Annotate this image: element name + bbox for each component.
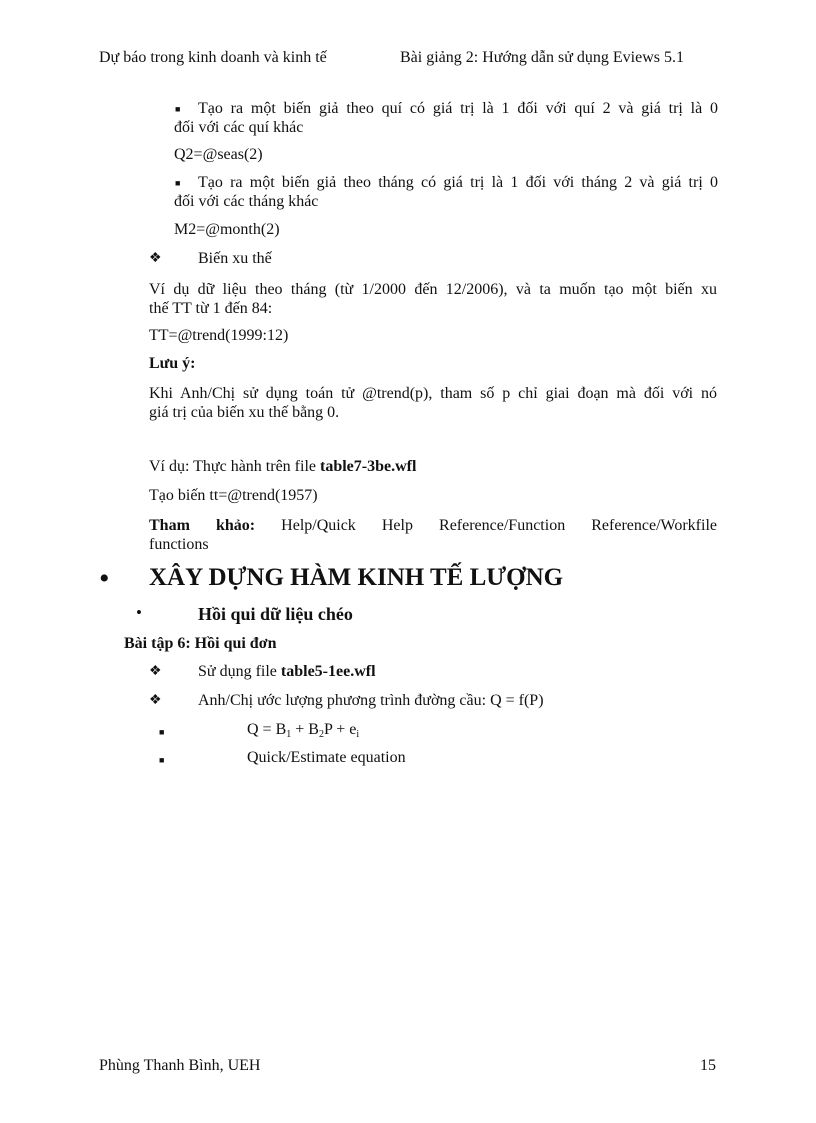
code-q2: Q2=@seas(2): [174, 146, 263, 163]
eq-sub2: 2: [318, 729, 324, 740]
square-bullet-icon: ■: [175, 178, 181, 188]
footer-author: Phùng Thanh Bình, UEH: [99, 1057, 261, 1074]
page-number: 15: [700, 1057, 716, 1074]
code-tt: TT=@trend(1999:12): [149, 327, 289, 344]
diamond-bullet-icon: ❖: [149, 693, 162, 708]
section-subheading: Hồi qui dữ liệu chéo: [198, 604, 353, 624]
menu-path-line: Quick/Estimate equation: [247, 749, 406, 766]
item1-line2: đối với các quí khác: [174, 119, 304, 136]
example-file: table7-3be.wfl: [320, 458, 417, 475]
reference-text: [149, 516, 717, 554]
trend-description: [149, 280, 717, 318]
eq-part1: Q = B: [247, 721, 287, 738]
trend-desc-line1: Ví dụ dữ liệu theo tháng (từ 1/2000 đến 12/2006), và ta muốn tạo một biến xu: [149, 281, 717, 298]
use-file-line: [198, 663, 376, 681]
example-prefix: Ví dụ: Thực hành trên file: [149, 458, 320, 475]
section-heading: XÂY DỰNG HÀM KINH TẾ LƯỢNG: [149, 564, 564, 591]
header-left: Dự báo trong kinh doanh và kinh tế: [99, 49, 327, 66]
equation-line: [247, 721, 359, 740]
trend-desc-line2: thế TT từ 1 đến 84:: [149, 300, 273, 317]
eq-part3: P + e: [323, 721, 357, 738]
square-bullet-icon: ■: [175, 104, 181, 114]
square-bullet-icon: ■: [159, 727, 165, 737]
small-bullet-icon: •: [136, 603, 142, 622]
item2-line1: Tạo ra một biến giả theo tháng có giá trị là 1 đối với tháng 2 và giá trị 0: [198, 174, 718, 191]
use-file-prefix: Sử dụng file: [198, 663, 281, 680]
reference-label: Tham khảo:: [149, 517, 256, 534]
example-line: [149, 458, 416, 476]
item1-line1: Tạo ra một biến giả theo quí có giá trị là 1 đối với quí 2 và giá trị là 0: [198, 100, 718, 117]
use-file-name: table5-1ee.wfl: [280, 663, 376, 680]
reference-line1: [149, 516, 717, 535]
estimate-line: Anh/Chị ước lượng phương trình đường cầu: Q = f(P): [198, 692, 544, 709]
trend-heading: Biến xu thế: [198, 250, 272, 267]
eq-sub3: i: [356, 729, 360, 740]
note-line2: giá trị của biến xu thế bằng 0.: [149, 404, 340, 421]
note-line1: Khi Anh/Chị sử dụng toán tử @trend(p), tham số p chỉ giai đoạn mà đối với nó: [149, 385, 717, 402]
item2-line2: đối với các tháng khác: [174, 193, 319, 210]
eq-part2: + B: [291, 721, 319, 738]
code-m2: M2=@month(2): [174, 221, 280, 238]
create-variable-line: Tạo biến tt=@trend(1957): [149, 487, 318, 504]
exercise-title: Bài tập 6: Hồi qui đơn: [124, 635, 277, 652]
note-text: [149, 384, 717, 422]
item1-text: [174, 99, 718, 137]
reference-path: Help/Quick Help Reference/Function Reference/Workfile: [281, 517, 718, 534]
eq-sub1: 1: [286, 729, 292, 740]
diamond-bullet-icon: ❖: [149, 251, 162, 266]
header-right: Bài giảng 2: Hướng dẫn sử dụng Eviews 5.1: [400, 49, 684, 66]
diamond-bullet-icon: ❖: [149, 664, 162, 679]
large-bullet-icon: •: [99, 562, 110, 595]
reference-line2: functions: [149, 536, 209, 553]
item2-text: [174, 173, 718, 211]
square-bullet-icon: ■: [159, 755, 165, 765]
note-label: Lưu ý:: [149, 355, 196, 372]
